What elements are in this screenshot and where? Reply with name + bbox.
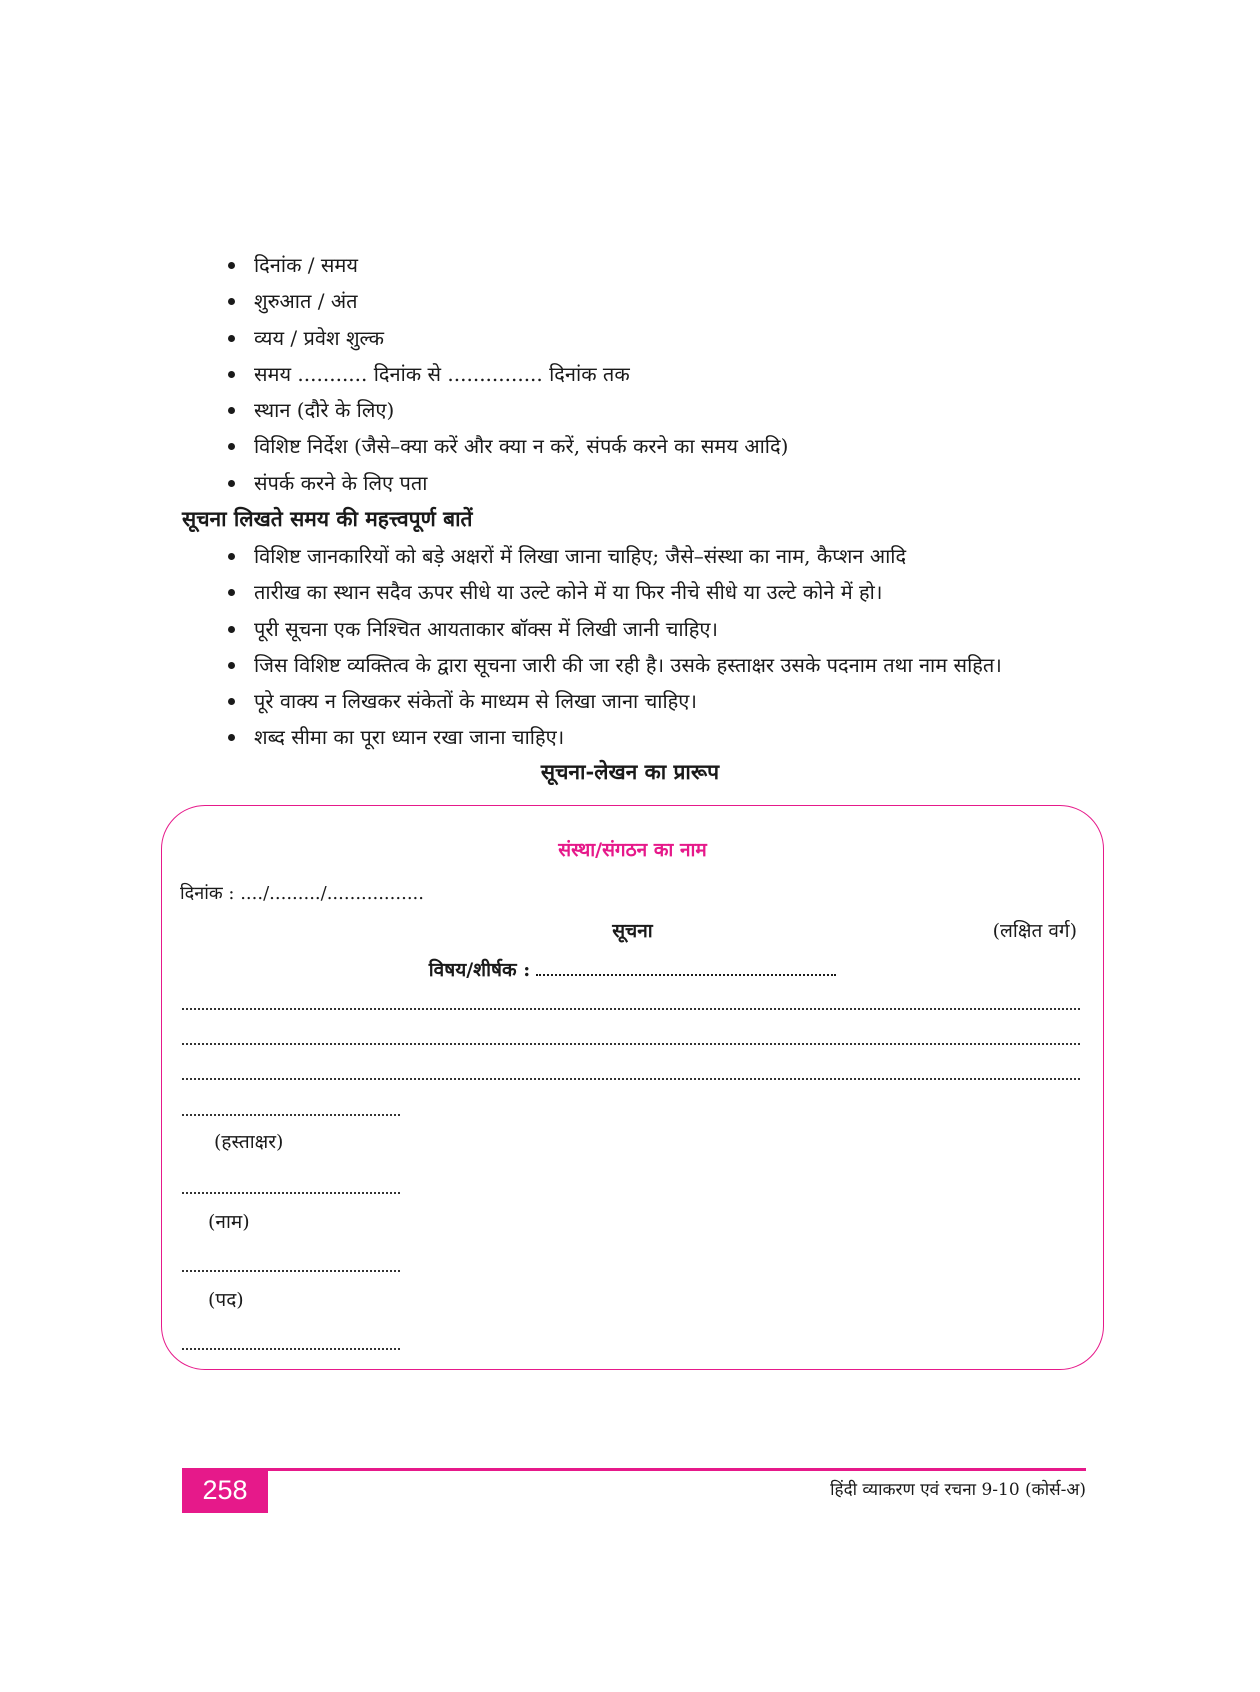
name-dotted-line: [182, 1270, 400, 1272]
subject-line: [162, 956, 1103, 982]
list-item-text: विशिष्ट जानकारियों को बड़े अक्षरों में लिखा जाना चाहिए; जैसे–संस्था का नाम, कैप्शन आदि: [254, 544, 907, 568]
list-item: [222, 465, 788, 501]
bullet-icon: [228, 298, 235, 305]
bullet-icon: [228, 698, 235, 705]
list-item: [222, 647, 1002, 683]
list-item-text: पूरे वाक्य न लिखकर संकेतों के माध्यम से लिखा जाना चाहिए।: [254, 689, 697, 714]
format-elements-list: [222, 247, 788, 501]
org-name: संस्था/संगठन का नाम: [558, 839, 707, 861]
book-title: हिंदी व्याकरण एवं रचना 9-10 (कोर्स-अ): [830, 1480, 1086, 1500]
body-dotted-line: [182, 1078, 1080, 1080]
list-item-text: दिनांक / समय: [254, 253, 358, 277]
bullet-icon: [228, 662, 235, 669]
list-item: [222, 683, 1002, 719]
list-item-text: स्थान (दौरे के लिए): [254, 398, 395, 423]
list-item: [222, 392, 788, 428]
designation-label: (पद): [208, 1289, 244, 1311]
notice-format-box: [161, 805, 1104, 1370]
list-item: [222, 611, 1002, 647]
subject-label: विषय/शीर्षक :: [428, 959, 531, 981]
bullet-icon: [228, 480, 235, 487]
subject-dotted-line: [536, 960, 836, 976]
bullet-icon: [228, 734, 235, 741]
body-dotted-line: [182, 1114, 400, 1116]
bullet-icon: [228, 589, 235, 596]
list-item-text: शब्द सीमा का पूरा ध्यान रखा जाना चाहिए।: [254, 725, 565, 750]
list-item-text: शुरुआत / अंत: [254, 289, 358, 314]
bullet-icon: [228, 553, 235, 560]
bullet-icon: [228, 335, 235, 342]
list-item: [222, 356, 788, 392]
format-title: सूचना-लेखन का प्रारूप: [540, 759, 720, 784]
section-heading: सूचना लिखते समय की महत्त्वपूर्ण बातें: [182, 506, 473, 531]
bullet-icon: [228, 443, 235, 450]
list-item: [222, 428, 788, 464]
list-item: [222, 719, 1002, 755]
list-item: [222, 574, 1002, 610]
list-item: [222, 247, 788, 283]
list-item-text: व्यय / प्रवेश शुल्क: [254, 325, 384, 350]
list-item: [222, 283, 788, 319]
list-item: [222, 538, 1002, 574]
date-line: दिनांक : ..../........./.................: [180, 883, 424, 904]
list-item: [222, 320, 788, 356]
bullet-icon: [228, 371, 235, 378]
body-dotted-line: [182, 1008, 1080, 1010]
bullet-icon: [228, 626, 235, 633]
signature-dotted-line: [182, 1192, 400, 1194]
bullet-icon: [228, 262, 235, 269]
notice-label: सूचना: [612, 920, 653, 942]
target-group: (लक्षित वर्ग): [992, 920, 1077, 942]
list-item-text: विशिष्ट निर्देश (जैसे–क्या करें और क्या न करें, संपर्क करने का समय आदि): [254, 434, 789, 459]
page-number: 258: [182, 1468, 268, 1513]
bullet-icon: [228, 407, 235, 414]
list-item-text: संपर्क करने के लिए पता: [254, 470, 428, 495]
list-item-text: समय ........... दिनांक से ............... दिनांक तक: [254, 361, 630, 386]
designation-dotted-line: [182, 1348, 400, 1350]
body-dotted-line: [182, 1043, 1080, 1045]
name-label: (नाम): [208, 1211, 250, 1233]
writing-points-list: [222, 538, 1002, 756]
list-item-text: तारीख का स्थान सदैव ऊपर सीधे या उल्टे कोने में या फिर नीचे सीधे या उल्टे कोने में हो।: [254, 580, 883, 605]
signature-label: (हस्ताक्षर): [214, 1131, 284, 1153]
list-item-text: पूरी सूचना एक निश्चित आयताकार बॉक्स में लिखी जानी चाहिए।: [254, 616, 719, 641]
list-item-text: जिस विशिष्ट व्यक्तित्व के द्वारा सूचना जारी की जा रही है। उसके हस्ताक्षर उसके पदनाम तथा नाम सहित।: [254, 652, 1002, 677]
footer-rule: [182, 1468, 1086, 1471]
